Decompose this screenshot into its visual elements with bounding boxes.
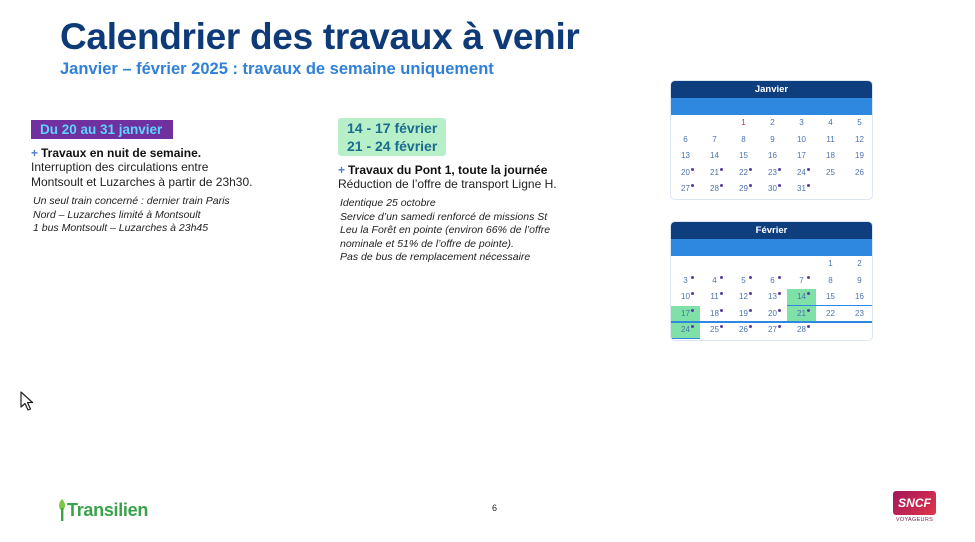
calendar-day: 20: [758, 306, 787, 323]
text-line: Montsoult et Luzarches à partir de 23h30.: [31, 175, 253, 189]
calendar-day: 9: [770, 134, 775, 144]
transilien-wordmark: Transilien: [67, 499, 149, 520]
calendar-day: 14: [787, 289, 816, 306]
calendar-day: 4: [828, 118, 833, 127]
works-dot-icon: [749, 276, 752, 279]
calendar-day: 6: [758, 273, 787, 290]
works-dot-icon: [720, 184, 723, 187]
calendar-day: 30: [758, 181, 787, 198]
works-heading: + Travaux en nuit de semaine.: [31, 146, 202, 160]
calendar-day: 24: [787, 165, 816, 182]
works-dot-icon: [778, 292, 781, 295]
works-block-january: [31, 120, 321, 236]
calendar-day: 16: [855, 292, 864, 301]
calendar-day: 7: [712, 134, 717, 144]
calendar-day: 27: [671, 181, 700, 198]
works-dot-icon: [749, 168, 752, 171]
works-description: [31, 160, 321, 190]
calendar-day: 12: [855, 134, 864, 144]
calendar-day: 8: [828, 275, 833, 285]
works-dot-icon: [807, 309, 810, 312]
calendar-day: 5: [857, 118, 862, 127]
plus-icon: +: [31, 146, 39, 160]
calendar-weekday-band: [671, 239, 872, 256]
calendar-day: 6: [683, 134, 688, 144]
calendar-day: 3: [799, 118, 804, 127]
works-dot-icon: [691, 309, 694, 312]
note-line: Pas de bus de remplacement nécessaire: [340, 251, 531, 263]
calendar-day: 26: [855, 167, 864, 177]
date-badge-february: [338, 118, 446, 156]
calendar-day: 3: [671, 273, 700, 290]
calendar-day: 11: [826, 134, 835, 144]
calendar-day: 22: [729, 165, 758, 182]
works-dot-icon: [691, 292, 694, 295]
calendar-empty-cell: [671, 256, 700, 273]
calendar-day: 29: [729, 181, 758, 198]
text-line: Réduction de l’offre de transport Ligne H.: [338, 177, 557, 191]
calendar-day: 16: [768, 151, 777, 160]
calendar-empty-cell: [700, 115, 729, 132]
calendar-january: [670, 80, 873, 200]
page-subtitle: Janvier – février 2025 : travaux de semaine uniquement: [60, 60, 494, 78]
sncf-subtitle: VOYAGEURS: [895, 517, 934, 523]
calendar-day: 17: [671, 306, 700, 323]
calendar-empty-cell: [787, 256, 816, 273]
calendar-day: 2: [770, 118, 775, 127]
calendar-day: 9: [857, 275, 862, 285]
calendar-day: 1: [741, 118, 746, 127]
works-dot-icon: [778, 325, 781, 328]
works-dot-icon: [691, 184, 694, 187]
leaf-icon: [57, 499, 67, 521]
calendar-grid: [671, 256, 872, 339]
calendar-day: 11: [700, 289, 729, 306]
calendar-day: 25: [700, 322, 729, 339]
period-underline: [671, 338, 700, 340]
calendar-day: 22: [826, 308, 835, 318]
works-dot-icon: [720, 168, 723, 171]
calendar-day: 21: [700, 165, 729, 182]
mouse-pointer-icon: [20, 391, 34, 416]
calendar-february: [670, 221, 873, 341]
works-dot-icon: [807, 325, 810, 328]
note-line: nominale et 51% de l’offre de pointe).: [340, 237, 514, 250]
period-underline: [787, 305, 873, 307]
works-dot-icon: [749, 184, 752, 187]
works-dot-icon: [807, 292, 810, 295]
works-dot-icon: [720, 292, 723, 295]
note-line: Nord – Luzarches limité à Montsoult: [33, 208, 201, 221]
works-dot-icon: [778, 184, 781, 187]
calendar-empty-cell: [700, 256, 729, 273]
calendar-day: 15: [739, 151, 748, 160]
calendar-day: 13: [681, 151, 690, 160]
calendar-day: 7: [787, 273, 816, 290]
works-notes: [338, 197, 598, 265]
calendar-weekday-band: [671, 98, 872, 115]
works-dot-icon: [720, 276, 723, 279]
works-dot-icon: [720, 309, 723, 312]
calendar-day: 26: [729, 322, 758, 339]
calendar-day: 8: [741, 134, 746, 144]
calendar-day: 20: [671, 165, 700, 182]
works-dot-icon: [778, 168, 781, 171]
calendar-day: 18: [826, 151, 835, 160]
note-line: Un seul train concerné : dernier train Paris: [33, 195, 230, 207]
period-underline: [671, 321, 873, 323]
transilien-logo: [57, 499, 148, 521]
date-range: 14 - 17 février: [347, 120, 438, 136]
calendar-day: 5: [729, 273, 758, 290]
works-dot-icon: [807, 168, 810, 171]
note-line: Leu la Forêt en pointe (environ 66% de l’offre: [340, 224, 551, 236]
sncf-logo: [893, 491, 936, 523]
works-dot-icon: [749, 292, 752, 295]
note-line: Identique 25 octobre: [340, 197, 436, 209]
page-title: Calendrier des travaux à venir: [60, 16, 580, 57]
calendar-day: 31: [787, 181, 816, 198]
calendar-day: 19: [729, 306, 758, 323]
calendar-day: 23: [758, 165, 787, 182]
works-dot-icon: [720, 325, 723, 328]
works-notes: [31, 195, 321, 236]
calendar-day: 15: [826, 292, 835, 301]
calendar-day: 10: [671, 289, 700, 306]
works-dot-icon: [778, 276, 781, 279]
calendar-day: 25: [826, 167, 835, 177]
plus-icon: +: [338, 163, 346, 177]
works-dot-icon: [691, 325, 694, 328]
calendar-empty-cell: [729, 256, 758, 273]
calendar-day: 14: [710, 151, 719, 160]
calendar-day: 28: [700, 181, 729, 198]
calendar-month-title: Janvier: [671, 81, 872, 98]
works-dot-icon: [691, 168, 694, 171]
calendar-day: 28: [787, 322, 816, 339]
calendar-grid: [671, 115, 872, 198]
works-dot-icon: [691, 276, 694, 279]
works-dot-icon: [807, 276, 810, 279]
calendar-empty-cell: [758, 256, 787, 273]
calendar-day: 21: [787, 306, 816, 323]
calendar-day: 10: [797, 134, 806, 144]
works-heading: + Travaux du Pont 1, toute la journée: [338, 163, 548, 177]
calendar-day: 18: [700, 306, 729, 323]
date-range: 21 - 24 février: [347, 138, 438, 154]
works-description: [338, 177, 598, 192]
calendar-day: 27: [758, 322, 787, 339]
calendar-day: 12: [729, 289, 758, 306]
calendar-day: 1: [828, 259, 833, 268]
works-block-february: [338, 118, 598, 265]
calendar-day: 23: [855, 308, 864, 318]
calendar-day: 13: [758, 289, 787, 306]
note-line: Service d’un samedi renforcé de missions St: [340, 210, 548, 223]
works-dot-icon: [778, 309, 781, 312]
works-dot-icon: [749, 325, 752, 328]
calendar-month-title: Février: [671, 222, 872, 239]
calendar-day: 17: [797, 151, 806, 160]
calendar-day: 24: [671, 322, 700, 339]
note-line: 1 bus Montsoult – Luzarches à 23h45: [33, 222, 209, 234]
calendar-empty-cell: [671, 115, 700, 132]
calendar-day: 2: [857, 259, 862, 268]
calendar-day: 4: [700, 273, 729, 290]
date-badge-january: Du 20 au 31 janvier: [31, 120, 173, 139]
works-dot-icon: [749, 309, 752, 312]
sncf-wordmark: SNCF: [893, 491, 936, 515]
page-number: 6: [492, 503, 498, 513]
calendar-day: 19: [855, 151, 864, 160]
text-line: Interruption des circulations entre: [31, 160, 209, 174]
works-dot-icon: [807, 184, 810, 187]
